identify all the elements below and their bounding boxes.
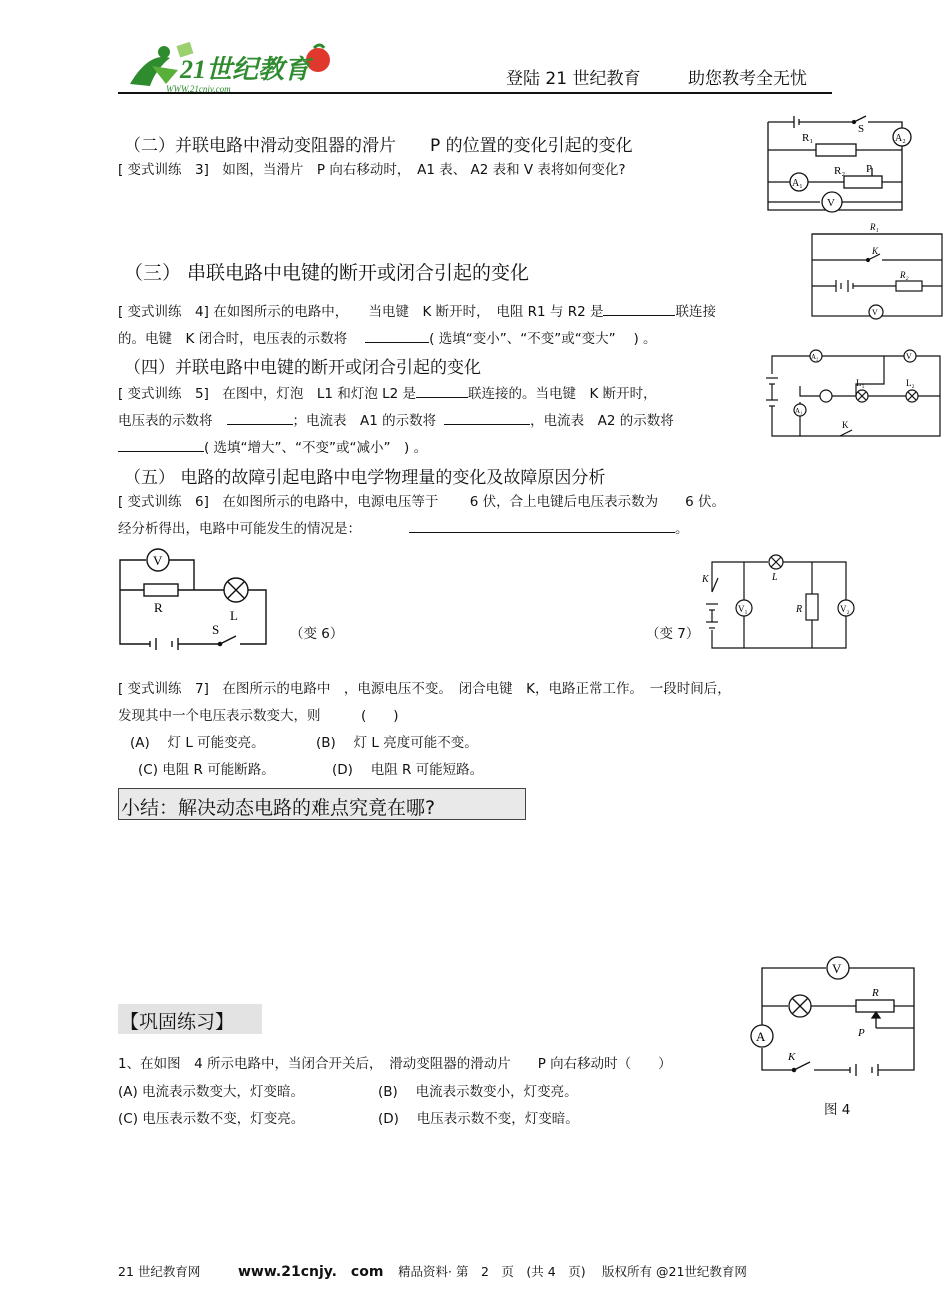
s4-q5-text-c: 电压表的示数将 [118,413,213,429]
answer-blank[interactable] [409,520,675,533]
c8-r: R [872,987,879,999]
c3-a2: A₂ [811,353,819,361]
logo-icon [124,40,334,96]
s4-q5-text-b: 联连接的。当电键 K 断开时， [468,386,657,402]
practice-heading: 【巩固练习】 [120,1011,235,1033]
c2-v: V [872,308,878,317]
summary-text: 小结：解决动态电路的难点究竟在哪? [121,797,436,819]
c3-l1: L₁ [856,378,865,388]
s5-q6-line1: [ 变式训练 6] 在如图所示的电路中，电源电压等于 6 伏，合上电键后电压表示数为 6 伏。 [118,494,725,510]
circuit-diagram-7 [700,548,860,656]
practice-option-b[interactable]: (B) 电流表示数变小，灯变亮。 [378,1084,578,1100]
header-rule [118,92,832,94]
s4-q5-text-e: ，电流表 A2 的示数将 [530,413,674,429]
c7-r: R [796,604,803,615]
s5-q7-option-c[interactable]: (C) 电阻 R 可能断路。 [138,762,275,778]
answer-blank[interactable] [118,439,204,452]
s3-q4-text-c: 的。电键 K 闭合时，电压表的示数将 [118,331,348,347]
summary-box [118,788,526,820]
s5-q7-line2: 发现其中一个电压表示数变大，则 ( ) [118,708,399,724]
c7-k: K [702,574,709,585]
c1-a1: A₁ [792,178,803,189]
answer-blank[interactable] [365,330,429,343]
header-slogan-right: 助您教考全无忧 [688,69,807,89]
c3-l2: L₂ [906,378,915,388]
logo-text: 21世纪教育 [180,55,311,84]
fig-caption-6: （变 6） [290,626,344,642]
circuit-diagram-3 [760,344,946,440]
c1-a2: A₂ [895,133,906,144]
c1-r2: R₂ [834,165,846,177]
circuit-diagram-1 [762,110,914,214]
s5-q7-option-d[interactable]: (D) 电阻 R 可能短路。 [332,762,484,778]
s3-q4-text-b: 联连接 [675,304,716,320]
s4-q5-text-a: [ 变式训练 5] 在图中，灯泡 L1 和灯泡 L2 是 [118,386,417,402]
answer-blank[interactable] [416,385,468,398]
s2-q3: [ 变式训练 3] 如图，当滑片 P 向右移动时， A1 表、 A2 表和 V 表将如何变化? [118,162,626,178]
circuit-diagram-4 [740,954,920,1076]
c7-l: L [772,572,778,583]
c6-r: R [154,600,163,615]
footer-site: 21 世纪教育网 [118,1264,201,1279]
answer-blank[interactable] [603,303,675,316]
s3-heading: （三） 串联电路中电键的断开或闭合引起的变化 [124,262,530,284]
logo-url: WWW.21cnjy.com [166,84,231,94]
circuit-diagram-2 [806,222,946,324]
s5-q7-option-b[interactable]: (B) 灯 L 亮度可能不变。 [316,735,478,751]
s5-heading: （五） 电路的故障引起电路中电学物理量的变化及故障原因分析 [124,468,606,488]
circuit-diagram-6 [112,540,272,652]
s5-q6-line2 [118,517,689,537]
practice-heading-box [118,1004,262,1034]
c6-l: L [230,608,238,623]
practice-option-c[interactable]: (C) 电压表示数不变，灯变亮。 [118,1111,305,1127]
s4-q5-text-d: ；电流表 A1 的示数将 [292,413,437,429]
c1-v: V [827,197,835,209]
c3-v: V [906,352,912,361]
c8-v: V [832,961,842,976]
c2-k: K [872,246,879,256]
c8-k: K [788,1051,796,1063]
s3-q4-text-a: [ 变式训练 4] 在如图所示的电路中， 当电键 K 断开时， 电阻 R1 与 R2 是 [118,304,604,320]
s3-q4-line1 [118,300,716,320]
answer-blank[interactable] [227,412,293,425]
fig-caption-4: 图 4 [824,1102,851,1118]
c1-p: P [866,163,873,175]
c1-r1: R₁ [802,132,814,144]
s3-q4-line2 [118,327,657,347]
s2-heading: （二）并联电路中滑动变阻器的滑片 P 的位置的变化引起的变化 [124,136,633,156]
s4-q5-line1 [118,382,657,402]
c6-s: S [212,622,220,637]
s5-q6-end: 。 [675,521,689,537]
s4-q5-text-f: ( 选填“增大”、“不变”或“减小” ) 。 [204,440,428,456]
c3-k: K [842,420,849,430]
c8-p: P [858,1027,865,1039]
header-slogan-left: 登陆 21 世纪教育 [506,69,641,89]
s5-q6-text: 经分析得出，电路中可能发生的情况是： [118,521,361,537]
c2-r1: R₁ [870,222,879,232]
footer-info: 精品资料· 第 2 页 (共 4 页) 版权所有 @21世纪教育网 [398,1264,747,1279]
s5-q7-line1: [ 变式训练 7] 在图所示的电路中 ，电源电压不变。 闭合电键 K，电路正常工作。 一段时间后， [118,681,731,697]
header-logo [124,40,334,96]
c8-a: A [756,1029,766,1044]
c7-v2: V₂ [840,604,850,614]
s5-q7-option-a[interactable]: (A) 灯 L 可能变亮。 [130,735,265,751]
c7-v1: V₁ [738,604,748,614]
fig-caption-7: （变 7） [646,626,700,642]
s4-heading: （四）并联电路中电键的断开或闭合引起的变化 [124,358,481,378]
c3-a1: A₁ [795,407,803,415]
s4-q5-line3 [118,436,427,456]
practice-option-d[interactable]: (D) 电压表示数不变，灯变暗。 [378,1111,579,1127]
footer-url[interactable]: www.21cnjy. com [238,1264,384,1280]
practice-q1: 1、在如图 4 所示电路中，当闭合开关后， 滑动变阻器的滑动片 P 向右移动时（ ） [118,1056,672,1072]
c2-r2: R₂ [900,270,909,280]
c1-s: S [858,123,865,135]
s4-q5-line2 [118,409,674,429]
c6-v: V [153,553,163,568]
answer-blank[interactable] [444,412,530,425]
s3-q4-text-d: ( 选填“变小”、“不变”或“变大” ) 。 [429,331,657,347]
practice-option-a[interactable]: (A) 电流表示数变大，灯变暗。 [118,1084,305,1100]
